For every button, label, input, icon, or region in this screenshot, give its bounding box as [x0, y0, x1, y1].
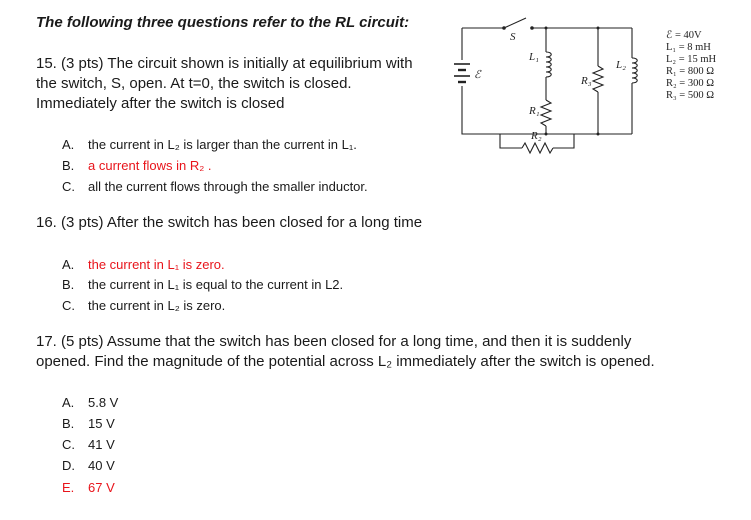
option-text: all the current flows through the smaller inductor.: [88, 179, 368, 194]
question-15-line-3: Immediately after the switch is closed: [36, 95, 285, 112]
option-text: the current in L₂ is larger than the current in L₁.: [88, 137, 357, 152]
wire-r2-right: [553, 134, 574, 148]
question-16-line-1: 16. (3 pts) After the switch has been closed for a long time: [36, 214, 423, 231]
emf-label: ℰ: [474, 69, 481, 81]
question-17-line-2: opened. Find the magnitude of the potential across L₂ immediately after the switch is opened.: [36, 353, 655, 370]
wire-r2-left: [500, 134, 522, 148]
option-text: a current flows in R₂ .: [88, 158, 212, 173]
option-text: 41 V: [88, 437, 115, 452]
given-r1: R₁ = 800 Ω: [666, 66, 715, 77]
q15-option-b-answer: [62, 158, 212, 174]
q17-option-b: [62, 416, 115, 432]
option-letter: C.: [62, 437, 75, 452]
junction-dot: [597, 27, 600, 30]
inductor-l1: [546, 52, 551, 77]
q15-option-c: [62, 179, 368, 195]
q16-option-a-answer: [62, 257, 225, 273]
option-text: 15 V: [88, 416, 115, 431]
option-letter: A.: [62, 257, 75, 272]
option-letter: A.: [62, 395, 75, 410]
option-letter: B.: [62, 277, 75, 292]
section-heading: The following three questions refer to the RL circuit:: [36, 14, 410, 31]
r1-label: R₁: [529, 105, 540, 117]
option-letter: B.: [62, 158, 75, 173]
resistor-r1: [541, 100, 551, 126]
switch-pivot-dot: [502, 26, 506, 30]
l1-label: L₁: [529, 51, 539, 63]
question-15-line-1: 15. (3 pts) The circuit shown is initially at equilibrium with: [36, 55, 413, 72]
q16-option-c: [62, 298, 225, 314]
option-letter: E.: [62, 480, 75, 495]
q17-option-c: [62, 437, 115, 453]
option-letter: D.: [62, 458, 75, 473]
given-r2: R₂ = 300 Ω: [666, 78, 715, 89]
option-letter: A.: [62, 137, 75, 152]
q17-option-e-answer: [62, 480, 115, 496]
option-letter: B.: [62, 416, 75, 431]
option-letter: C.: [62, 298, 75, 313]
q16-option-b: [62, 277, 343, 293]
given-l2: L₂ = 15 mH: [666, 54, 717, 65]
question-15-line-2: the switch, S, open. At t=0, the switch is closed.: [36, 75, 352, 92]
option-letter: C.: [62, 179, 75, 194]
q17-option-a: [62, 395, 118, 411]
r2-label: R₂: [531, 130, 542, 142]
switch-label: S: [510, 31, 516, 43]
resistor-r3: [593, 66, 603, 92]
option-text: the current in L₂ is zero.: [88, 298, 226, 313]
q17-option-d: [62, 458, 115, 474]
option-text: 40 V: [88, 458, 115, 473]
resistor-r2: [522, 143, 553, 153]
option-text: the current in L₁ is equal to the current in L2.: [88, 277, 344, 292]
option-text: 5.8 V: [88, 395, 119, 410]
question-17-line-1: 17. (5 pts) Assume that the switch has been closed for a long time, and then it is suddenly: [36, 333, 632, 350]
r3-label: R₃: [581, 75, 592, 87]
junction-dot: [597, 133, 600, 136]
given-emf: ℰ = 40V: [666, 30, 702, 41]
junction-dot: [545, 133, 548, 136]
l2-label: L₂: [616, 59, 626, 71]
option-text: 67 V: [88, 480, 115, 495]
inductor-l2: [632, 58, 637, 83]
junction-dot: [545, 27, 548, 30]
option-text: the current in L₁ is zero.: [88, 257, 225, 272]
wire-left-bottom: [462, 86, 500, 134]
switch-contact-dot: [530, 26, 534, 30]
given-r3: R₃ = 500 Ω: [666, 90, 715, 101]
switch-blade: [504, 18, 526, 28]
q15-option-a: [62, 137, 357, 153]
given-l1: L₁ = 8 mH: [666, 42, 711, 53]
rl-circuit-diagram: [440, 8, 744, 168]
